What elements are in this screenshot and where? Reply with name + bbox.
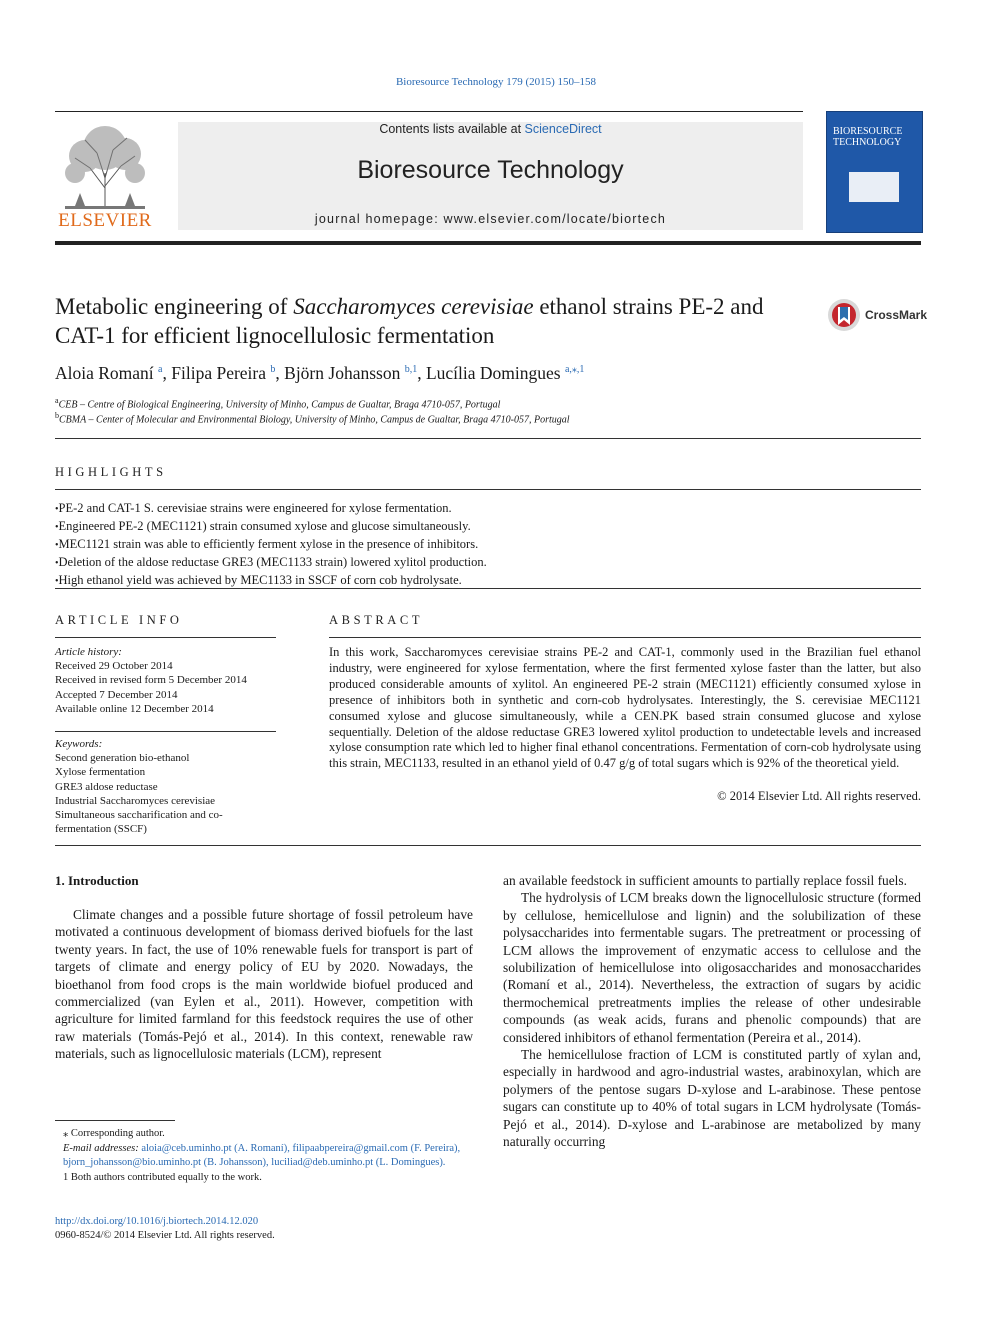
keyword: Second generation bio-ethanol [55,752,190,765]
title-species: Saccharomyces cerevisiae [293,294,534,319]
affiliation [55,411,921,425]
rule [329,637,921,638]
rule [55,637,276,638]
article-history [55,645,276,716]
footnote-rule [55,1120,175,1121]
author-name[interactable]: Björn Johansson [284,363,401,383]
contents-available-line [178,122,803,136]
affiliation [55,396,921,410]
section-heading: 1. Introduction [55,873,139,888]
equal-contribution-note: 1 Both authors contributed equally to the work. [63,1171,262,1183]
abstract-text: In this work, Saccharomyces cerevisiae strains PE-2 and CAT-1, commonly used in the Brazilian fuel ethanol industry, were engineered for xylose fermentation, where the first fermented xylose faster than the latter, but also produced considerable amounts of xylitol. An engineered PE-2 strain (MEC1121) efficiently consumed xylose in presence of inhibitors both in synthetic and corn-cob hydrolysates. Interestingly, the S. cerevisiae MEC1121 consumed xylose and glucose simultaneously, while a CEN.PK based strain consumed glucose and xylose sequentially. Deletion of the aldose reductase GRE3 lowered xylitol production to undetectable levels and increased xylose consumption rate which led to higher final ethanol concentrations. Fermentation of corn-cob hydrolysate using this strain, MEC1133, resulted in an ethanol yield of 0.47 g/g of total sugars which is 92% of the theoretical yield. [329,645,921,771]
author-name[interactable]: Lucília Domingues [425,363,561,383]
highlight-item: • PE-2 and CAT-1 S. cerevisiae strains were engineered for xylose fermentation. [55,500,921,518]
history-entry: Received in revised form 5 December 2014 [55,674,247,687]
journal-cover-thumbnail[interactable] [826,111,923,233]
highlights-list [55,500,921,590]
author-affil-sup[interactable]: a,⁎,1 [564,364,585,376]
rule [55,845,921,846]
highlight-item: • Deletion of the aldose reductase GRE3 (MEC1133 strain) lowered xylitol production. [55,554,921,572]
affiliation-text: CEB – Centre of Biological Engineering, University of Minho, Campus de Gualtar, Braga 4710-057, Portugal [58,399,501,411]
cover-title: BIORESOURCE TECHNOLOGY [833,126,903,148]
history-entry: Accepted 7 December 2014 [55,688,178,701]
title-part: Metabolic engineering of [55,294,294,319]
title-part: ethanol strains PE-2 and CAT-1 for efficient lignocellulosic fermentation [55,294,764,348]
history-entry: Received 29 October 2014 [55,660,173,673]
author-affil-sup[interactable]: b,1 [404,364,418,376]
paragraph: The hemicellulose fraction of LCM is constituted partly of xylan and, especially in hardwood and agro-industrial wastes, arabinoxylan, which are polymers of the pentose sugars D-xylose and L-arabinose. These pentose sugars can constitute up to 40% of total sugars in LCM hydrolysate (Tomás-Pejó et al., 2014). D-xylose and L-arabinose are metabolized by many naturally occurring [503,1047,921,1150]
cover-figure [849,172,899,202]
paragraph: an available feedstock in sufficient amounts to partially replace fossil fuels. [503,873,907,888]
sciencedirect-link[interactable]: ScienceDirect [524,122,602,136]
keyword: Industrial Saccharomyces cerevisiae [55,794,216,807]
issn-line: 0960-8524/© 2014 Elsevier Ltd. All rights reserved. [55,1230,275,1241]
footnotes [55,1127,473,1185]
keywords-label: Keywords: [55,738,103,750]
article-info-heading: ARTICLE INFO [55,613,183,627]
author-name[interactable]: Filipa Pereira [171,363,267,383]
highlights-heading: HIGHLIGHTS [55,465,167,479]
contents-prefix: Contents lists available at [379,122,525,136]
author-affil-sup[interactable]: b [270,364,276,376]
keyword: Simultaneous saccharification and co-fermentation (SSCF) [55,809,223,836]
paragraph: Climate changes and a possible future shortage of fossil petroleum have motivated a continuous development of biomass derived biofuels for the last twenty years. In fact, the use of 10% renewable fuels for transport is part of targets of climate and energy policy of EU by 2020. Nowadays, the bioethanol from food crops is the main worldwide biofuel produced and commercialized (van Eylen et al., 2011). However, competition with agriculture for limited farmland for this feedstock requires the use of other raw materials (Tomás-Pejó et al., 2014). In this context, renewable raw materials, such as lignocellulosic materials (LCM), represent [55,907,473,1062]
rule [55,489,921,490]
body-right-column [503,872,921,1151]
affiliation-sup: b [55,411,59,420]
affiliation-text: CBMA – Center of Molecular and Environmental Biology, University of Minho, Campus de Gualtar, Braga 4710-057, Portugal [59,414,570,426]
email-label: E-mail addresses: [63,1142,139,1154]
keyword: Xylose fermentation [55,766,146,779]
header-thick-rule [55,241,921,245]
doi-link[interactable]: http://dx.doi.org/10.1016/j.biortech.2014.12.020 [55,1216,259,1227]
elsevier-wordmark: ELSEVIER [58,210,152,231]
author-affil-sup[interactable]: a [158,364,163,376]
highlight-item: • Engineered PE-2 (MEC1121) strain consumed xylose and glucose simultaneously. [55,518,921,536]
journal-title: Bioresource Technology [357,156,624,184]
history-label: Article history: [55,646,122,658]
crossmark-label[interactable]: CrossMark [865,308,928,322]
rule [55,588,921,589]
paragraph: The hydrolysis of LCM breaks down the lignocellulosic structure (formed by cellulose, hemicellulose and lignin) and the solubilization of these polysaccharides into fermentable sugars. The pretreatment or processing of LCM allows the improvement of enzymatic access to cellulose and the solubilization of hemicellulose into oligosaccharides and monosaccharides (Romaní et al., 2014). Nevertheless, the extraction of sugars by acidic thermochemical pretreatments implies the release of other undesirable compounds (as weak acids, furans and phenolic compounds) that are considered inhibitors of ethanol fermentation (Pereira et al., 2014). [503,890,921,1045]
keywords [55,737,276,836]
keyword: GRE3 aldose reductase [55,780,158,793]
affiliation-sup: a [55,396,59,405]
email-addresses[interactable]: aloia@ceb.uminho.pt (A. Romaní), filipaabpereira@gmail.com (F. Pereira), bjorn_johansson@bio.uminho.pt (B. Johansson), luciliad@deb.uminho.pt (L. Domingues). [63,1142,461,1168]
journal-reference[interactable]: Bioresource Technology 179 (2015) 150–158 [395,76,597,88]
body-left-column [55,906,473,1063]
corresponding-author-note: ⁎ Corresponding author. [63,1128,165,1139]
abstract-copyright: © 2014 Elsevier Ltd. All rights reserved. [717,789,921,803]
journal-homepage[interactable]: journal homepage: www.elsevier.com/locate/biortech [314,212,667,226]
abstract-heading: ABSTRACT [329,613,424,627]
crossmark-icon[interactable] [827,298,861,332]
rule [55,731,276,732]
article-title [55,292,815,350]
header-top-rule [55,111,803,112]
rule [55,438,921,439]
history-entry: Available online 12 December 2014 [55,702,214,715]
highlight-item: • MEC1121 strain was able to efficiently ferment xylose in the presence of inhibitors. [55,536,921,554]
author-list: Aloia Romaní $^a$, Filipa Pereira $^b$, Björn Johansson $^{b,1}$, Lucília Domingues $^{a,⁎,1}$ [55,363,585,383]
author-name[interactable]: Aloia Romaní [55,363,154,383]
highlight-item: • High ethanol yield was achieved by MEC1133 in SSCF of corn cob hydrolysate. [55,572,921,590]
